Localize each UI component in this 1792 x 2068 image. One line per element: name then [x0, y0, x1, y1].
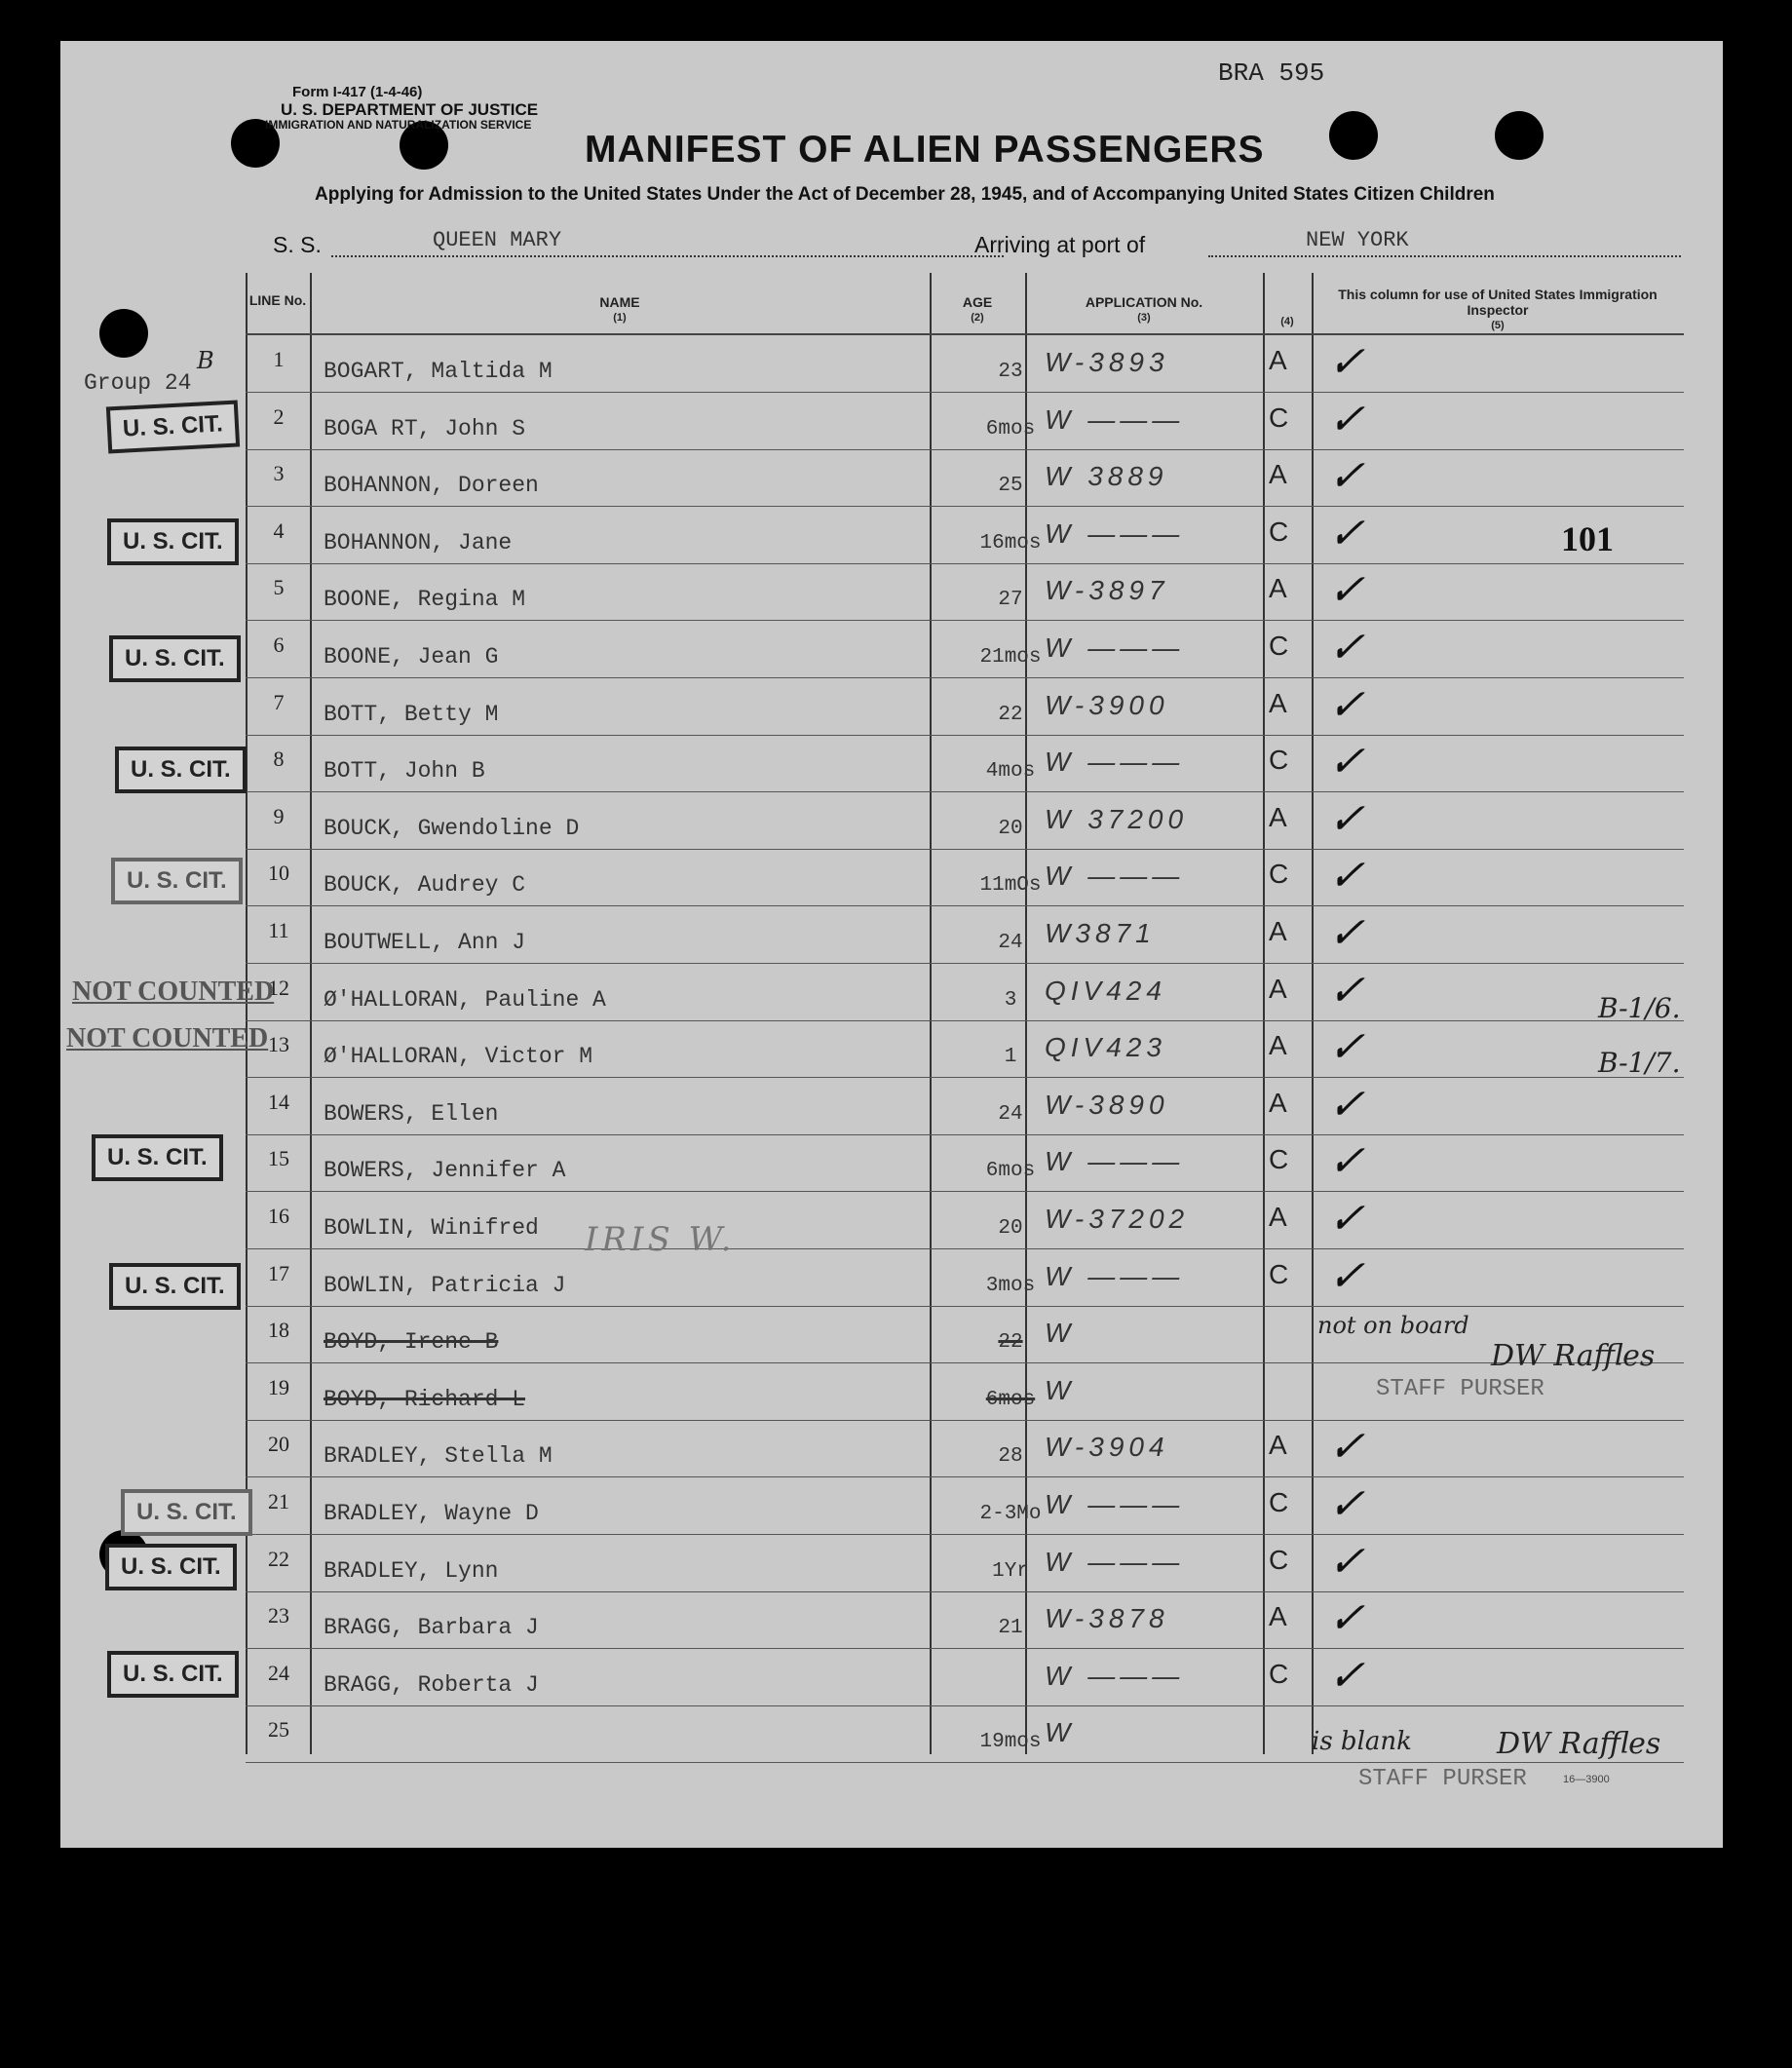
- check-icon: ✓: [1323, 1079, 1377, 1130]
- row-line-number: 8: [273, 747, 285, 772]
- form-code: 16—3900: [1563, 1774, 1610, 1785]
- us-cit-stamp: U. S. CIT.: [107, 1651, 239, 1698]
- us-cit-stamp: U. S. CIT.: [121, 1489, 252, 1536]
- row-class: A: [1269, 459, 1287, 490]
- table-row: [246, 1649, 1684, 1706]
- row-age: 4mos: [985, 760, 1036, 784]
- ship-name: QUEEN MARY: [433, 228, 562, 252]
- not-counted-stamp: NOT COUNTED: [72, 977, 275, 1007]
- table-row: [246, 1249, 1684, 1307]
- port-label: Arriving at port of: [974, 232, 1146, 257]
- row-age: 6mos: [985, 417, 1036, 440]
- table-row: [246, 563, 1684, 621]
- row-class: C: [1269, 859, 1289, 890]
- row-line-number: 4: [273, 517, 285, 543]
- col-inspector-header: This column for use of United States Immigration Inspector (5): [1338, 287, 1658, 331]
- punch-hole: [1495, 111, 1544, 160]
- table-row: [246, 1420, 1684, 1477]
- group-label: Group 24: [84, 370, 192, 396]
- row-line-number: 3: [273, 461, 285, 486]
- row-name: Ø'HALLORAN, Pauline A: [324, 986, 606, 1013]
- row-line-number: 23: [268, 1603, 289, 1628]
- us-cit-stamp: U. S. CIT.: [92, 1134, 223, 1181]
- check-icon: ✓: [1323, 793, 1377, 844]
- us-cit-stamp: U. S. CIT.: [109, 1263, 241, 1310]
- check-icon: ✓: [1323, 451, 1377, 502]
- us-cit-stamp: U. S. CIT.: [107, 518, 239, 565]
- us-cit-stamp: U. S. CIT.: [106, 401, 240, 454]
- row-age: 22: [998, 1331, 1023, 1355]
- table-row: [246, 1477, 1684, 1535]
- table-row: [246, 335, 1684, 393]
- row-class: C: [1269, 1144, 1289, 1175]
- row-age: 1: [1004, 1046, 1017, 1069]
- row-age: 2-3Mo: [979, 1503, 1042, 1525]
- row-age: 24: [998, 1102, 1023, 1126]
- row-application-no: W ———: [1045, 517, 1185, 549]
- row-line-number: 10: [268, 861, 289, 886]
- row-age: 3: [1004, 988, 1017, 1012]
- row-name: BOHANNON, Doreen: [324, 473, 539, 499]
- table-row: [246, 735, 1684, 792]
- row-line-number: 20: [268, 1432, 289, 1457]
- staff-purser-stamp: STAFF PURSER: [1376, 1376, 1544, 1402]
- row-line-number: 18: [268, 1318, 289, 1343]
- row-line-number: 12: [268, 975, 289, 1000]
- check-icon: ✓: [1323, 965, 1377, 1015]
- row-class: A: [1269, 1087, 1287, 1118]
- table-row: [246, 1591, 1684, 1649]
- staff-purser-stamp: STAFF PURSER: [1358, 1766, 1527, 1792]
- row-line-number: 14: [268, 1089, 289, 1114]
- row-class: C: [1269, 1487, 1289, 1517]
- col-name-header: NAME (1): [599, 294, 640, 324]
- check-icon: ✓: [1323, 623, 1377, 672]
- row-application-no: W ———: [1045, 403, 1185, 435]
- row-line-number: 13: [268, 1032, 289, 1057]
- check-icon: ✓: [1323, 508, 1377, 558]
- row-age: 19mos: [979, 1731, 1042, 1754]
- row-application-no: W ———: [1045, 747, 1185, 778]
- signature: DW Raffles: [1497, 1727, 1661, 1761]
- row-line-number: 15: [268, 1146, 289, 1171]
- row-application-no: QIV424: [1045, 975, 1166, 1006]
- row-age: 21: [998, 1617, 1023, 1640]
- table-row: [246, 1705, 1684, 1763]
- b-annotation: B-1/7.: [1598, 1047, 1681, 1079]
- row-name: BOONE, Jean G: [324, 644, 499, 670]
- table-row: [246, 449, 1684, 507]
- row-line-number: 2: [273, 403, 285, 429]
- us-cit-stamp: U. S. CIT.: [115, 747, 247, 793]
- col-4-header: (4): [1280, 316, 1294, 327]
- table-row: [246, 964, 1684, 1021]
- row-line-number: 25: [268, 1717, 289, 1742]
- row-class: A: [1269, 1430, 1287, 1461]
- row-name: BOTT, Betty M: [324, 701, 499, 727]
- row-name: BOTT, John B: [324, 758, 485, 785]
- table-row: [246, 1078, 1684, 1135]
- row-age: 16mos: [979, 531, 1042, 555]
- row-class: C: [1269, 1258, 1289, 1289]
- table-row: [246, 678, 1684, 736]
- form-number: Form I-417 (1-4-46): [292, 84, 423, 100]
- reference-number: BRA 595: [1218, 58, 1325, 88]
- row-class: C: [1269, 631, 1289, 661]
- row-age: 22: [998, 703, 1023, 726]
- row-name: BRADLEY, Stella M: [324, 1443, 553, 1470]
- us-cit-stamp: U. S. CIT.: [105, 1544, 237, 1590]
- row-class: C: [1269, 516, 1289, 547]
- check-icon: ✓: [1323, 565, 1377, 616]
- row-application-no: W 3889: [1045, 461, 1168, 492]
- row-line-number: 5: [273, 575, 285, 600]
- check-icon: ✓: [1323, 679, 1377, 730]
- table-row: [246, 906, 1684, 964]
- row-line-number: 11: [268, 918, 289, 942]
- row-line-number: 9: [273, 803, 285, 828]
- row-age: 6mos: [985, 1388, 1036, 1411]
- check-icon: ✓: [1323, 1022, 1377, 1073]
- row-class: C: [1269, 745, 1289, 776]
- row-application-no: W ———: [1045, 1489, 1185, 1519]
- row-line-number: 24: [268, 1660, 289, 1685]
- blank-note: is blank: [1312, 1727, 1412, 1756]
- row-application-no: W ———: [1045, 632, 1185, 663]
- table-row: [246, 507, 1684, 564]
- row-application-no: W-3893: [1045, 347, 1169, 377]
- check-icon: ✓: [1323, 394, 1377, 444]
- row-class: C: [1269, 1544, 1289, 1575]
- signature: DW Raffles: [1491, 1339, 1656, 1373]
- table-row: [246, 792, 1684, 850]
- row-class: A: [1269, 1202, 1287, 1232]
- row-line-number: 6: [273, 632, 285, 657]
- row-name: BOUTWELL, Ann J: [324, 930, 526, 955]
- row-age: 6mos: [985, 1160, 1036, 1183]
- row-line-number: 7: [273, 689, 285, 714]
- row-age: 3mos: [985, 1274, 1036, 1297]
- table-row: [246, 1134, 1684, 1192]
- row-line-number: 22: [268, 1546, 289, 1571]
- row-class: A: [1269, 573, 1287, 604]
- table-row: [246, 393, 1684, 450]
- table-row: [246, 1535, 1684, 1592]
- table-row: [246, 1192, 1684, 1249]
- row-application-no: W ———: [1045, 1546, 1185, 1577]
- service: IMMIGRATION AND NATURALIZATION SERVICE: [265, 118, 532, 132]
- check-icon: ✓: [1323, 1536, 1377, 1587]
- row-name: BRAGG, Barbara J: [324, 1615, 539, 1641]
- check-icon: ✓: [1323, 337, 1377, 387]
- check-icon: ✓: [1323, 1479, 1377, 1529]
- row-name: BOYD, Irene B: [324, 1329, 499, 1356]
- name-correction: IRIS W.: [585, 1220, 736, 1259]
- row-class: A: [1269, 345, 1287, 375]
- row-name: BRAGG, Roberta J: [324, 1671, 539, 1698]
- group-mark: B: [197, 347, 214, 374]
- row-class: A: [1269, 801, 1287, 832]
- col-line-header: LINE No.: [248, 292, 307, 308]
- row-application-no: W3871: [1045, 918, 1156, 948]
- row-class: A: [1269, 687, 1287, 718]
- row-name: BOHANNON, Jane: [324, 529, 513, 555]
- row-age: 21mos: [979, 646, 1042, 669]
- check-icon: ✓: [1323, 1422, 1377, 1473]
- row-application-no: W: [1045, 1374, 1076, 1405]
- row-application-no: QIV423: [1045, 1032, 1166, 1063]
- row-application-no: W: [1045, 1717, 1076, 1748]
- row-application-no: W-3904: [1045, 1432, 1169, 1463]
- col-application-header: APPLICATION No. (3): [1085, 294, 1203, 324]
- check-icon: ✓: [1323, 1650, 1377, 1701]
- row-class: A: [1269, 1601, 1287, 1632]
- table-row: [246, 849, 1684, 906]
- row-age: 20: [998, 817, 1023, 840]
- table-row: [246, 621, 1684, 678]
- row-line-number: 17: [268, 1260, 289, 1285]
- row-age: 1Yr: [992, 1559, 1029, 1583]
- row-name: BOWLIN, Patricia J: [324, 1272, 566, 1298]
- row-age: 28: [998, 1445, 1023, 1469]
- row-name: BOWERS, Jennifer A: [324, 1158, 566, 1184]
- row-line-number: 19: [268, 1374, 289, 1399]
- row-line-number: 16: [268, 1204, 289, 1228]
- us-cit-stamp: U. S. CIT.: [111, 858, 243, 904]
- port-name: NEW YORK: [1306, 228, 1409, 252]
- row-name: BOGA RT, John S: [324, 415, 526, 441]
- ship-label: S. S.: [273, 232, 322, 257]
- row-name: BRADLEY, Lynn: [324, 1557, 499, 1584]
- row-name: BOWERS, Ellen: [324, 1100, 499, 1127]
- row-name: BOUCK, Audrey C: [324, 872, 526, 899]
- row-class: A: [1269, 973, 1287, 1004]
- row-application-no: W 37200: [1045, 803, 1189, 834]
- row-age: 23: [998, 361, 1023, 383]
- page-title: MANIFEST OF ALIEN PASSENGERS: [585, 129, 1265, 171]
- row-age: 24: [998, 932, 1023, 954]
- not-counted-stamp: NOT COUNTED: [66, 1023, 269, 1053]
- row-name: BOWLIN, Winifred: [324, 1215, 539, 1241]
- row-age: 27: [998, 589, 1023, 612]
- check-icon: ✓: [1323, 1250, 1377, 1301]
- not-aboard-note: not on board: [1317, 1312, 1469, 1339]
- row-name: BOYD, Richard L: [324, 1386, 526, 1412]
- passenger-table: [246, 273, 1684, 1754]
- row-age: 11mOs: [979, 874, 1042, 898]
- check-icon: ✓: [1323, 908, 1377, 958]
- department: U. S. DEPARTMENT OF JUSTICE: [281, 100, 539, 119]
- row-age: 20: [998, 1217, 1023, 1240]
- row-line-number: 1: [273, 347, 285, 371]
- b-annotation: B-1/6.: [1598, 992, 1681, 1024]
- row-age: 25: [998, 475, 1023, 498]
- row-application-no: W ———: [1045, 1146, 1185, 1177]
- table-row: [246, 1020, 1684, 1078]
- row-application-no: W-3890: [1045, 1089, 1169, 1120]
- row-application-no: W-37202: [1045, 1204, 1190, 1234]
- row-application-no: W ———: [1045, 1260, 1185, 1291]
- row-application-no: W: [1045, 1318, 1076, 1349]
- row-name: BOGART, Maltida M: [324, 359, 553, 384]
- row-application-no: W-3900: [1045, 689, 1169, 720]
- row-class: C: [1269, 402, 1289, 433]
- ship-line: [273, 230, 1681, 261]
- row-application-no: W ———: [1045, 861, 1185, 892]
- row-application-no: W-3897: [1045, 575, 1169, 606]
- row-line-number: 21: [268, 1489, 289, 1513]
- row-class: C: [1269, 1658, 1289, 1689]
- row-name: BOUCK, Gwendoline D: [324, 815, 580, 841]
- check-icon: ✓: [1323, 737, 1377, 787]
- check-icon: ✓: [1323, 1136, 1377, 1187]
- col-age-header: AGE (2): [962, 294, 993, 324]
- row-class: A: [1269, 1030, 1287, 1061]
- row-name: Ø'HALLORAN, Victor M: [324, 1044, 593, 1070]
- punch-hole: [99, 309, 148, 358]
- row-name: BRADLEY, Wayne D: [324, 1501, 539, 1526]
- row-application-no: W-3878: [1045, 1603, 1169, 1634]
- check-icon: ✓: [1323, 851, 1377, 901]
- check-icon: ✓: [1323, 1593, 1377, 1644]
- row-class: A: [1269, 916, 1287, 946]
- check-icon: ✓: [1323, 1194, 1377, 1244]
- count-mark: 101: [1561, 519, 1614, 558]
- row-name: BOONE, Regina M: [324, 587, 526, 613]
- us-cit-stamp: U. S. CIT.: [109, 635, 241, 682]
- punch-hole: [1329, 111, 1378, 160]
- page-subtitle: Applying for Admission to the United States Under the Act of December 28, 1945, and of Accompanying United States Citizen Children: [315, 184, 1495, 205]
- row-application-no: W ———: [1045, 1660, 1185, 1691]
